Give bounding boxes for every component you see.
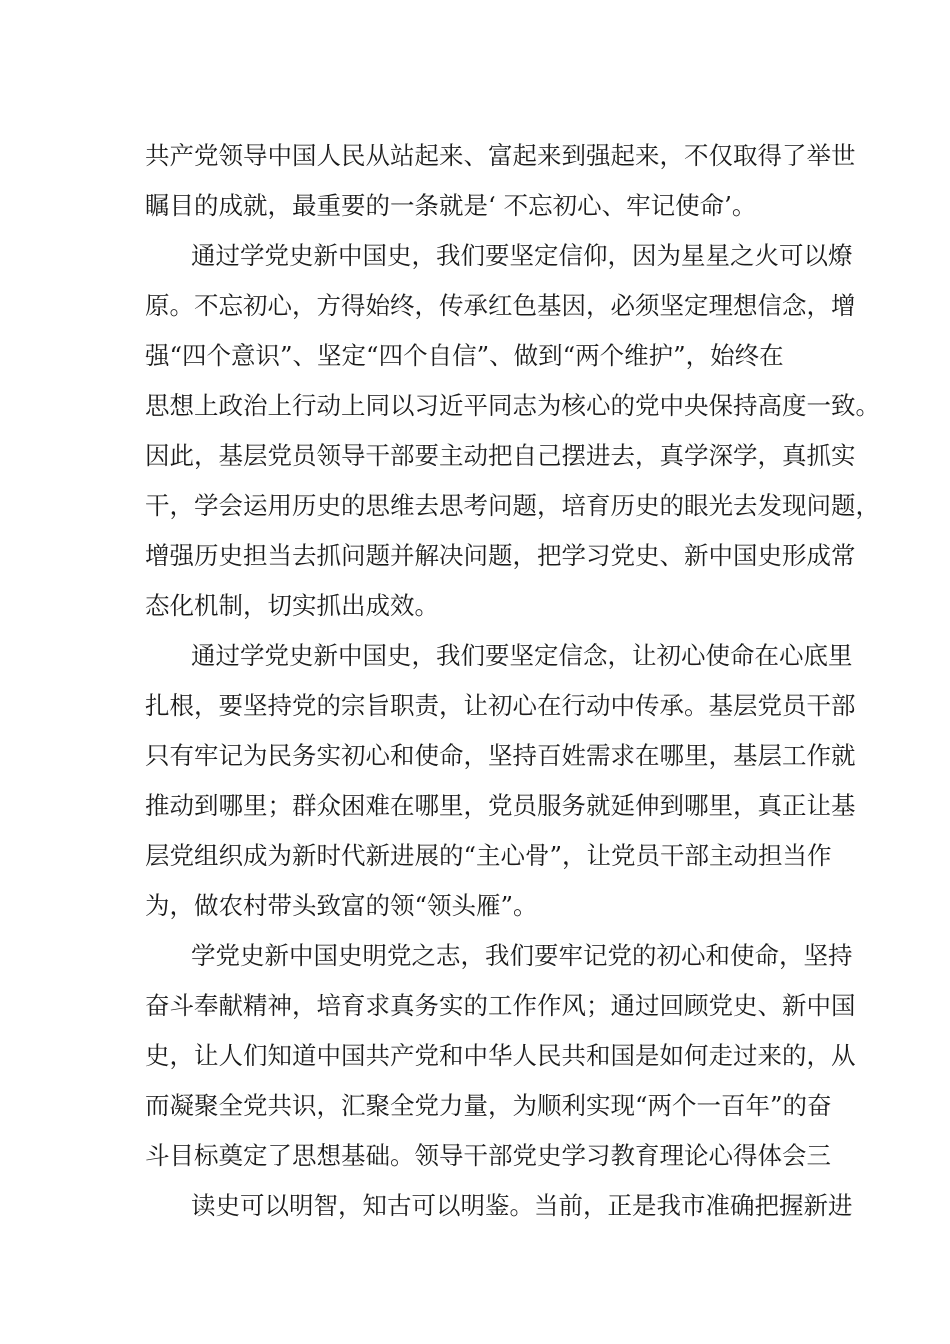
text-line: 斗目标奠定了思想基础。领导干部党史学习教育理论心得体会三: [145, 1141, 831, 1170]
text-line: 因此，基层党员领导干部要主动把自己摆进去，真学深学，真抓实: [145, 441, 856, 470]
text-line: 态化机制，切实抓出成效。: [145, 591, 439, 620]
text-line: 原。不忘初心，方得始终，传承红色基因，必须坚定理想信念，增: [145, 291, 856, 320]
paragraph-3: [145, 631, 856, 931]
text-line: 干，学会运用历史的思维去思考问题，培育历史的眼光去发现问题，: [145, 491, 880, 520]
text-line: 奋斗奉献精神，培育求真务实的工作作风；通过回顾党史、新中国: [145, 991, 856, 1020]
text-line: 层党组织成为新时代新进展的“主心骨”，让党员干部主动担当作: [145, 841, 832, 870]
text-line: 增强历史担当去抓问题并解决问题，把学习党史、新中国史形成常: [145, 541, 856, 570]
text-line: 史，让人们知道中国共产党和中华人民共和国是如何走过来的，从: [145, 1041, 856, 1070]
document-body: [145, 131, 880, 1231]
text-line: 强“四个意识”、坚定“四个自信”、做到“两个维护”，始终在: [145, 341, 784, 370]
text-line: 读史可以明智，知古可以明鉴。当前，正是我市准确把握新进: [191, 1191, 853, 1220]
text-line: 共产党领导中国人民从站起来、富起来到强起来，不仅取得了举世: [145, 141, 856, 170]
text-line: 思想上政治上行动上同以习近平同志为核心的党中央保持高度一致。: [145, 391, 880, 420]
paragraph-1: [145, 131, 856, 231]
text-line: 通过学党史新中国史，我们要坚定信仰，因为星星之火可以燎: [191, 241, 853, 270]
text-line: 而凝聚全党共识，汇聚全党力量，为顺利实现“两个一百年”的奋: [145, 1091, 832, 1120]
text-line: 扎根，要坚持党的宗旨职责，让初心在行动中传承。基层党员干部: [145, 691, 856, 720]
paragraph-5: [145, 1181, 853, 1231]
text-line: 只有牢记为民务实初心和使命，坚持百姓需求在哪里，基层工作就: [145, 741, 856, 770]
text-line: 通过学党史新中国史，我们要坚定信念，让初心使命在心底里: [191, 641, 853, 670]
text-line: 为，做农村带头致富的领“领头雁”。: [145, 891, 538, 920]
text-line: 瞩目的成就，最重要的一条就是‘ 不忘初心、牢记使命’。: [145, 191, 757, 220]
text-line: 推动到哪里；群众困难在哪里，党员服务就延伸到哪里，真正让基: [145, 791, 856, 820]
paragraph-4: [145, 931, 856, 1181]
paragraph-2: [145, 231, 880, 631]
text-line: 学党史新中国史明党之志，我们要牢记党的初心和使命，坚持: [191, 941, 853, 970]
